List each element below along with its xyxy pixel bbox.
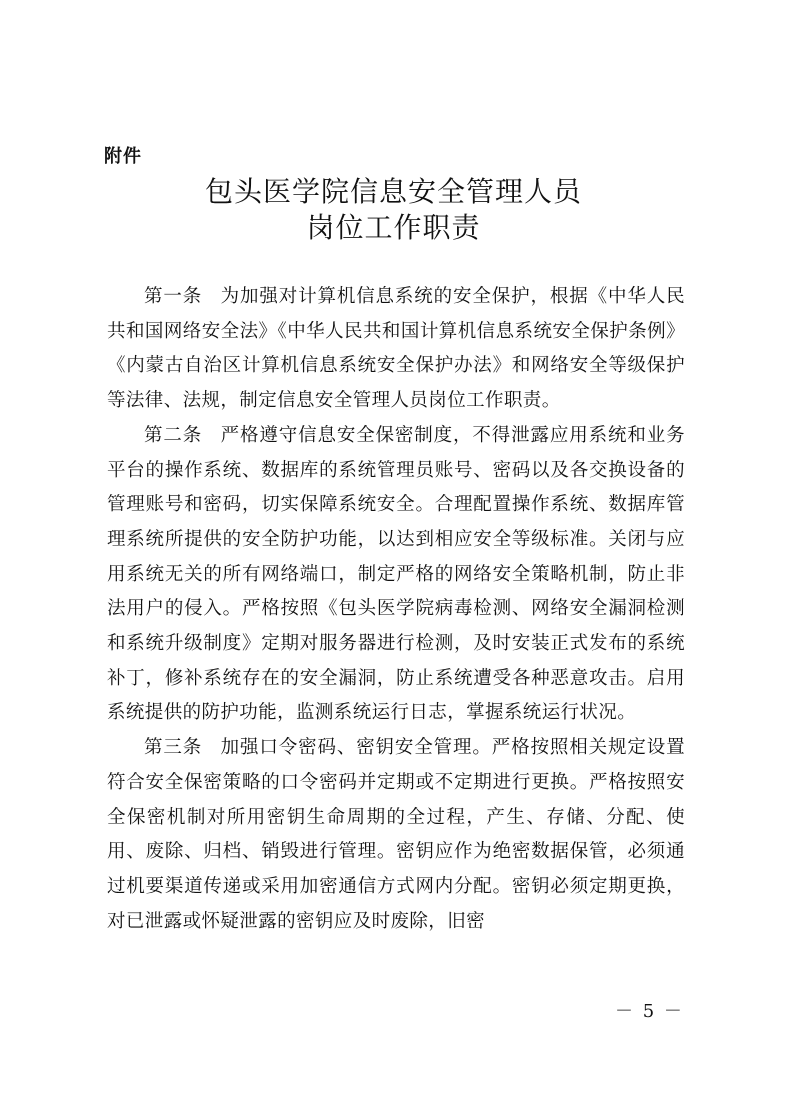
article-number: 第二条	[144, 424, 203, 446]
article-2	[107, 419, 685, 731]
attachment-label: 附件	[104, 146, 142, 167]
page-number: － 5 －	[615, 1001, 684, 1022]
article-text: 为加强对计算机信息系统的安全保护，根据《中华人民共和国网络安全法》《中华人民共和国计算机信息系统安全保护条例》《内蒙古自治区计算机信息系统安全保护办法》和网络安全等级保护等法律、法规，制定信息安全管理人员岗位工作职责。	[107, 286, 685, 412]
title-line-1: 包头医学院信息安全管理人员	[204, 175, 582, 208]
article-3	[107, 731, 685, 939]
article-text: 严格遵守信息安全保密制度，不得泄露应用系统和业务平台的操作系统、数据库的系统管理员账号、密码以及各交换设备的管理账号和密码，切实保障系统安全。合理配置操作系统、数据库管理系统所提供的安全防护功能，以达到相应安全等级标准。关闭与应用系统无关的所有网络端口，制定严格的网络安全策略机制，防止非法用户的侵入。严格按照《包头医学院病毒检测、网络安全漏洞检测和系统升级制度》定期对服务器进行检测，及时安装正式发布的系统补丁，修补系统存在的安全漏洞，防止系统遭受各种恶意攻击。启用系统提供的防护功能，监测系统运行日志，掌握系统运行状况。	[107, 424, 685, 724]
article-number: 第三条	[144, 737, 203, 759]
document-title	[0, 174, 787, 246]
document-body	[107, 280, 685, 939]
title-line-2: 岗位工作职责	[306, 211, 481, 244]
article-1	[107, 280, 685, 419]
article-number: 第一条	[144, 286, 203, 307]
article-text: 加强口令密码、密钥安全管理。严格按照相关规定设置符合安全保密策略的口令密码并定期或不定期进行更换。严格按照安全保密机制对所用密钥生命周期的全过程，产生、存储、分配、使用、废除、归档、销毁进行管理。密钥应作为绝密数据保管，必须通过机要渠道传递或采用加密通信方式网内分配。密钥必须定期更换，对已泄露或怀疑泄露的密钥应及时废除，旧密	[107, 737, 685, 932]
